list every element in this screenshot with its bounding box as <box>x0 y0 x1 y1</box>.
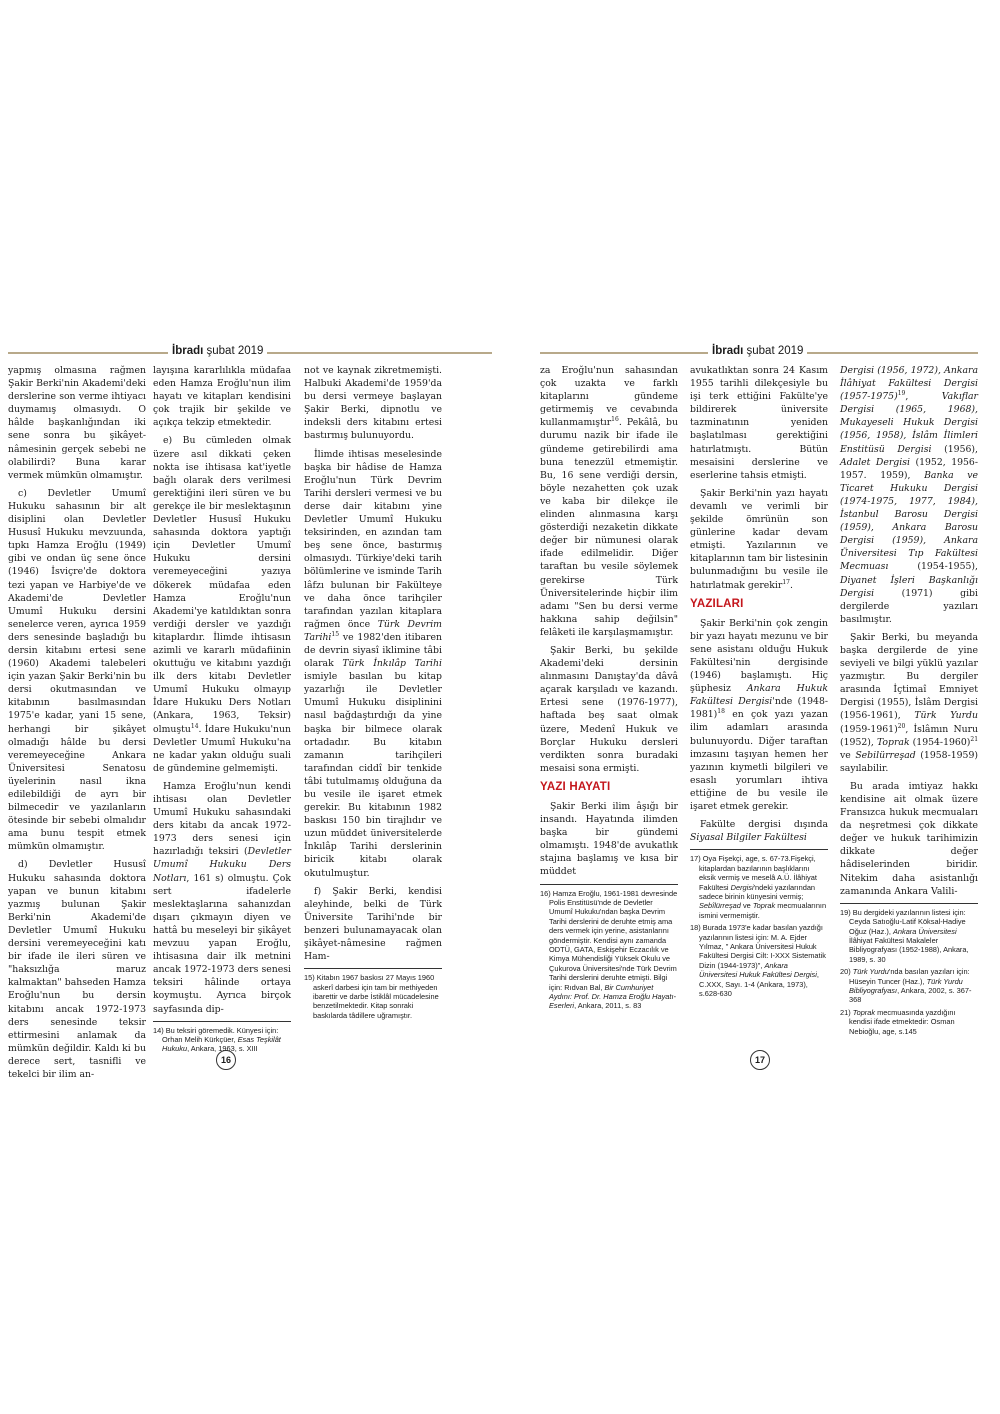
footnote-rule <box>304 968 442 969</box>
footnote-15: 15) Kitabın 1967 baskısı 27 Mayıs 1960 askerî darbesi için tam bir methiyeden ibarettir ve darbe İstiklâl mücadelesine benzetilmektedir. Kitap sonraki baskılarda tâdillere uğramıştır. <box>304 973 439 1020</box>
footnote-20: 20) Türk Yurdu'nda basılan yazıları için: Hüseyin Tuncer (Haz.), Türk Yurdu Bibliyografyası, Ankara, 2002, s. 367-368 <box>840 967 972 1005</box>
paragraph: c) Devletler Umumî Hukuku sahasının bir alt disiplini olan Devletler Hususî Hukuku mevzuunda, tıpkı Hamza Eroğlu (1949) gibi ve ondan üç sene önce (1946) İsviçre'de doktora tezi yapan ve Harbiye'de ve Akademi'de Devletler Umumî Hukuku dersini senelerce veren, ayrıca 1959 ders senesinde başladığı bu dersin kitabını ertesi sene (1960) Akademi talebeleri için yazan Şakir Berki'nin bu dersi okutmasından ve kitabının basılmasından 1975'e kadar, yani 15 sene, herhangi bir şikâyet olmadığı hâlde bu dersi veremeyeceğine Ankara Üniversitesi Senatosu üyelerinin nasıl ikna edilebildiği de ayrı bir bilmecedir ve yazılanların ötesinde bir sebebi olmalıdır ama bunu tespit etmek mümkün olmamıştır. <box>8 487 146 853</box>
footnote-ref: 20 <box>897 722 906 730</box>
footnote-ref: 19 <box>897 390 906 398</box>
column-6 <box>840 364 978 1039</box>
column-1 <box>8 364 146 1086</box>
footnote-ref: 21 <box>970 735 979 743</box>
paragraph: Fakülte dergisi dışında Siyasal Bilgiler Fakültesi <box>690 819 828 844</box>
paragraph: Şakir Berki'nin çok zengin bir yazı hayatı mezunu ve bir sene asistanı olduğu Hukuk Fakültesi'nin dergisinde (1946) başlamıştı. Hiç şüphesiz Ankara Hukuk Fakültesi Dergisi'nde (1948-1981)$^{18}$ en çok yazı yazan ilim adamları arasında bulunuyordu. Diğer taraftan imzasını taşıyan hemen her yazının kıymetli bilgileri ve esaslı yorumları ihtiva ettiğine de bu vesile ile işaret etmek gerekir. <box>690 617 828 812</box>
paragraph: Dergisi (1956, 1972), Ankara İlâhiyat Fakültesi Dergisi (1957-1975)$^{19}$, Vakıflar Dergisi (1965, 1968), Mukayeseli Hukuk Dergisi (1956, 1958), İslâm İlimleri Enstitüsü Dergisi (1956), Adalet Dergisi (1952, 1956-1957. 1959), Banka ve Ticaret Hukuku Dergisi (1974-1975, 1977, 1984), İstanbul Barosu Dergisi (1959), Ankara Barosu Dergisi (1959), Ankara Üniversitesi Tıp Fakültesi Mecmuası (1954-1955), Diyanet İşleri Başkanlığı Dergisi (1971) gibi dergilerde yazıları basılmıştır. <box>840 365 978 625</box>
right-page <box>500 0 1000 1414</box>
paragraph: Hamza Eroğlu'nun kendi ihtisası olan Devletler Umumî Hukuku sahasındaki ders kitabı da ancak 1972-1973 ders senesi için hazırladığı teksiri (Devletler Umumî Hukuku Ders Notları, 161 s) olmuştu. Çok sert ifadelerle meslektaşlarına sahanızdan dışarı çıkmayın diyen ve hattâ bu meseleyi bir şikâyet mevzuu yapan Eroğlu, ihtisasına dair ilk metnini ancak 1972-1973 ders senesi teksiri hâlinde ortaya koymuştu. Ayrıca birçok sayfasında dip- <box>153 780 291 1015</box>
footnote-ref: 16 <box>611 416 619 424</box>
column-3 <box>304 364 442 1023</box>
paragraph: Şakir Berki ilim âşığı bir insandı. Hayatında ilimden başka bir gündemi olmamıştı. 1948'de avukatlık stajına başlamış ve kısa bir müddet <box>540 801 678 878</box>
issue-date: şubat 2019 <box>206 345 264 357</box>
column-5 <box>690 364 828 1001</box>
section-heading-yazilari: YAZILARI <box>690 597 744 610</box>
footnote-16: 16) Hamza Eroğlu, 1961-1981 devresinde Polis Enstitüsü'nde de Devletler Umumî Hukuku'ndan başka Devrim Tarihi derslerini de deruhte etmiş ama ders vermek için yerine, asistanlarını göndermiştir. Kendisi aynı zamanda ODTÜ, GATA, Eskişehir Eczacılık ve Kimya Mühendisliği Yüksek Okulu ve Çukurova Üniversitesi'nde Türk Devrim Tarihi derslerini deruhte etmişti. Bilgi için: Rıdvan Bal, Bir Cumhuriyet Aydını: Prof. Dr. Hamza Eroğlu Hayatı-Eserleri, Ankara, 2011, s. 83 <box>540 888 678 1011</box>
paragraph: not ve kaynak zikretmemişti. Halbuki Akademi'de 1959'da bu dersi vermeye başlayan Şakir Berki, dipnotlu ve indeksli ders kitabını ertesi bastırmış bulunuyordu. <box>304 365 442 442</box>
column-4 <box>540 364 678 1014</box>
footnote-rule <box>690 849 828 850</box>
column-2 <box>153 364 291 1057</box>
page-number-left: 16 <box>216 1050 236 1070</box>
footnote-14: 14) Bu teksiri göremedik. Künyesi için: Orhan Melih Kürkçüer, Esas Teşkilât Hukuku, Ankara, 1963, s. XIII <box>153 1025 281 1054</box>
footnote-ref: 15 <box>331 630 340 638</box>
paragraph: İlimde ihtisas meselesinde başka bir hâdise de Hamza Eroğlu'nun Türk Devrim Tarihi dersleri vermesi ve bu derse dair kitabını yine Devletler Umumî Hukuku teksirinden, en azından tam beş sene önce, bastırmış olmasıydı. Türkiye'deki tarih bölümlerine ve isminde Tarih lâfzı bulunan bir Fakülteye ve daha önce tarihçiler tarafından yazılan kitaplara rağmen önce Türk Devrim Tarihi$^{15}$ ve 1982'den itibaren de devrin siyasî iklimine tâbi olarak Türk İnkılâp Tarihi ismiyle basılan bu kitap yazarlığı ile Devletler Umumî Hukuku disiplinini nasıl bağdaştırdığı da yine başka bir bilmece olarak ortadadır. Bu kitabın zamanın tarihçileri tarafından ciddî bir tenkide tâbi tutulmamış olduğuna da bu vesile ile işaret etmek gerekir. Bu kitabının 1982 baskısı 150 bin tirajlıdır ve uzun müddet üniversitelerde İnkılâp Tarihi derslerinin biricik kitabı olarak okutulmuştur. <box>304 448 442 879</box>
paragraph: layışına kararlılıkla müdafaa eden Hamza Eroğlu'nun ilim hayatı ve kitapları kendisini çok trajik bir şekilde ve açıkça tekzip etmektedir. <box>153 365 291 429</box>
footnote-ref: 17 <box>782 578 790 586</box>
footnote-rule <box>840 903 978 904</box>
footnote-rule <box>540 884 678 885</box>
footnote-rule <box>153 1021 291 1022</box>
footnote-18: 18) Burada 1973'e kadar basılan yazdığı yazılarının listesi için: M. A. Ejder Yılmaz, " Ankara Üniversitesi Hukuk Fakültesi Dergisi Cilt: I-XXX Sistematik Dizin (1944-1973)", Ankara Üniversitesi Hukuk Fakültesi Dergisi, C.XXX, Sayı. 1-4 (Ankara, 1973), s.628-630 <box>690 923 826 998</box>
paragraph: Şakir Berki, bu meyanda başka dergilerde de yine seviyeli ve bilgi yüklü yazılar yazmıştır. Bu dergiler arasında İçtimaî Emniyet Dergisi (1955), İslâm Dergisi (1956-1961), Türk Yurdu (1959-1961)$^{20}$, İslâmın Nuru (1952), Toprak (1954-1960)$^{21}$ ve Sebilürreşad (1958-1959) sayılabilir. <box>840 631 979 774</box>
section-heading-yazi-hayati: YAZI HAYATI <box>540 780 611 793</box>
footnote-17: 17) Oya Fişekçi, age, s. 67-73.Fişekçi, kitaplardan bazılarının başlıklarını eksik vermiş ve meselâ A.Ü. İlâhiyat Fakültesi Dergisi'ndeki yazılarından sadece birinin künyesini vermiş; Sebîlürreşad ve Toprak mecmualarının ismini vermemiştir. <box>690 854 827 920</box>
issue-date: şubat 2019 <box>746 345 804 357</box>
footnote-ref: 14 <box>190 722 199 730</box>
paragraph: d) Devletler Hususî Hukuku sahasında doktora yapan ve bunun kitabını yazmış bulunan Şakir Berki'nin Akademi'de Devletler Umumî Hukuku dersini veremeyeceğini katı bir ifade ile ileri süren ve "haksızlığa maruz kalmaktan" bahseden Hamza Eroğlu'nun bu dersin kitabını ancak 1972-1973 ders senesinde teksir ettirmesini anlamak da mümkün değildir. Kaldı ki bu derece sert, tasnifli ve tekelci bir ilim an- <box>8 859 146 1080</box>
footnote-19: 19) Bu dergideki yazılarının listesi için: Ceyda Satıoğlu-Latif Köksal-Hadiye Oğuz (Haz.), Ankara Üniversitesi İlâhiyat Fakültesi Makaleler Bibliyografyası (1952-1988), Ankara, 1989, s. 30 <box>840 907 969 964</box>
paragraph: avukatlıktan sonra 24 Kasım 1955 tarihli dilekçesiyle bu işi terk ettiğini Fakülte'ye bildirerek üniversite tazminatının yeniden başlatılması gerektiğini hatırlatmıştı. Bütün mesaisini derslerine ve eserlerine tahsis etmişti. <box>690 365 828 481</box>
magazine-brand: İbradı <box>172 345 204 357</box>
paragraph: Bu arada imtiyaz hakkı kendisine ait olmak üzere Fransızca hukuk mecmuaları da neşretmesi çok dikkate değer ve hukuk tarihimizin dikkate değer hâdiselerinden biridir. Nitekim daha asistanlığı zamanında Ankara Valili- <box>840 780 978 897</box>
footnote-21: 21) Toprak mecmuasında yazdığını kendisi ifade etmektedir: Osman Nebioğlu, age, s.145 <box>840 1007 956 1036</box>
magazine-brand: İbradı <box>712 345 744 357</box>
paragraph: e) Bu cümleden olmak üzere asıl dikkati çeken nokta ise ihtisasa kat'iyetle bağlı olarak ders verilmesi gerektiğini ileri süren ve bu gerekçe ile bir meslektaşının Devletler Hususî Hukuku sahasında doktora yaptığı için Devletler Umumî Hukuku dersini veremeyeceğini yazıya dökerek müdafaa eden Hamza Eroğlu'nun Akademi'ye katıldıktan sonra verdiği dersler ve yazdığı kitaplardır. İlimde ihtisasın azimli ve kararlı müdafiinin okuttuğu ve kitabını yazdığı ilk ders kitabı Devletler Umumî Hukuku olmayıp İdare Hukuku Ders Notları (Ankara, 1963, Teksir) olmuştu$^{14}$. İdare Hukuku'nun Devletler Umumî Hukuku'na ne kadar yakın olduğu suali de gündemine gelmemişti. <box>153 435 291 774</box>
paragraph: Şakir Berki, bu şekilde Akademi'deki dersinin alınmasını Danıştay'da dâvâ açarak karşıladı ve kazandı. Ertesi sene (1976-1977), haftada beş saat olmak üzere, Medenî Hukuk ve Borçlar Hukuku dersleri verdikten sonra buradaki mesaisi sona ermişti. <box>540 644 678 774</box>
right-header <box>540 345 978 361</box>
header-label <box>168 345 267 357</box>
header-label <box>708 345 807 357</box>
page-number-right: 17 <box>750 1050 770 1070</box>
footnote-ref: 18 <box>717 708 725 716</box>
paragraph: f) Şakir Berki, kendisi aleyhinde, belki de Türk Üniversite Tarihi'nde bir benzeri bulunamayacak olan şikâyet-nâmesine rağmen Ham- <box>304 885 442 963</box>
left-header <box>8 345 492 361</box>
paragraph: Şakir Berki'nin yazı hayatı devamlı ve verimli bir şekilde ömrünün son günlerine kadar devam etmişti. Yazılarının ve kitaplarının tam bir listesinin bulunmadığını bu vesile ile hatırlatmak gerekir$^{17}$. <box>690 487 828 591</box>
paragraph: za Eroğlu'nun sahasından çok uzakta ve farklı kitaplarını gündeme getirmemiş ve cevabında kullanmamıştır$^{16}$. Pekâlâ, bu durumu nazik bir ifade ile gündeme getirebilirdi ama buna tenezzül etmemiştir. Bu, 16 sene verdiği dersin, böyle nezahetten çok uzak ve kaba bir dilekçe ile elinden alınmasına karşı gösterdiği nezaketin dikkate değer bir nümunesi olarak ifade edilmelidir. Diğer taraftan bu vesile söylemek gerekirse Türk Üniversitelerinde hiçbir ilim adamı "Sen bu dersi verme hakkına sahip değilsin" felâketi ile karşılaşmamıştır. <box>540 365 678 638</box>
paragraph: yapmış olmasına rağmen Şakir Berki'nin Akademi'deki derslerine son verme ihtiyacı duymamış olmasıydı. O hâlde başkanlığından iki sene sonra bu şikâyet-nâmesinin gerçek sebebi ne olabilirdi? Buna karar vermek mümkün olmamıştır. <box>8 365 146 481</box>
